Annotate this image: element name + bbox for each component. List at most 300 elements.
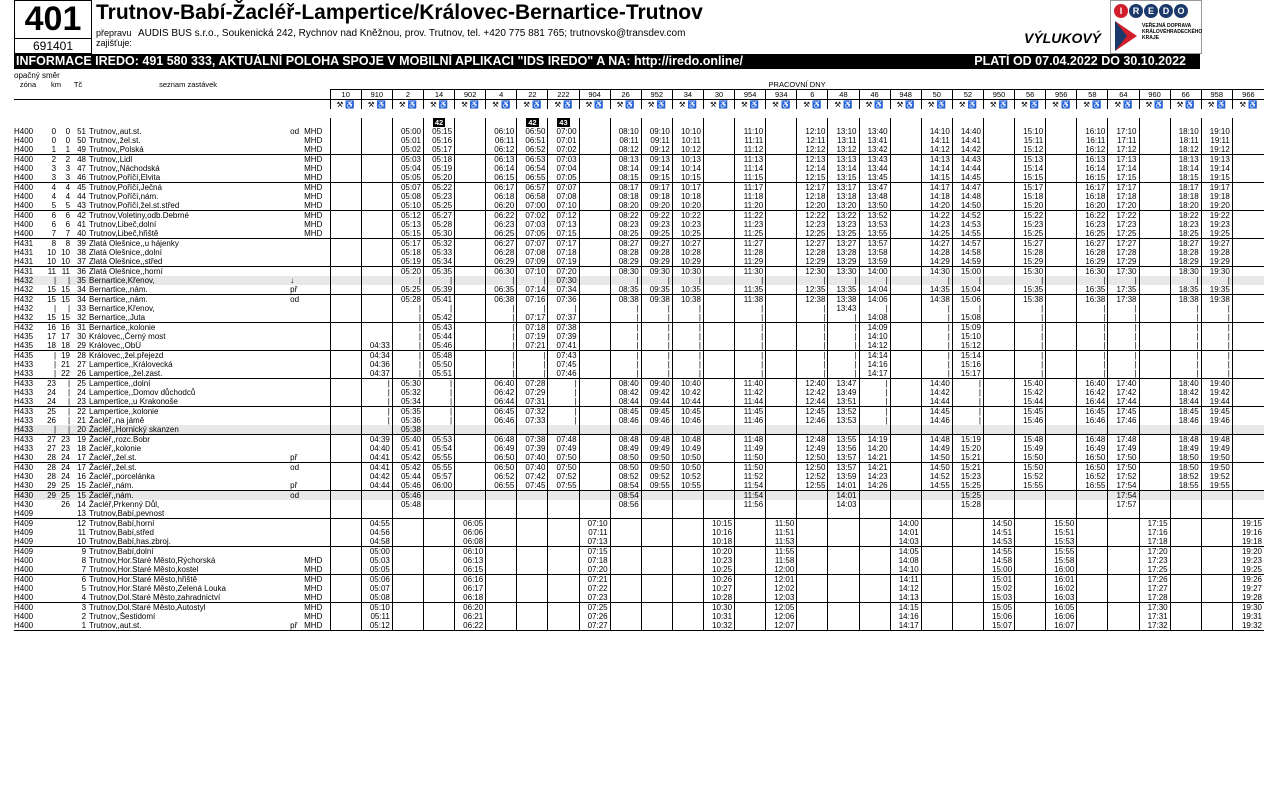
- km-cell: [56, 584, 70, 593]
- km-cell: [42, 528, 56, 537]
- departure-time: 17:54: [1108, 491, 1139, 501]
- timetable: [14, 80, 1264, 631]
- departure-time: 15:55: [1046, 547, 1077, 557]
- departure-time: 12:02: [766, 584, 797, 593]
- km-cell: 27: [47, 444, 57, 453]
- departure-time: 07:48: [548, 435, 579, 445]
- departure-time: [828, 547, 859, 557]
- departure-time: [1139, 276, 1170, 285]
- departure-time: |: [1201, 369, 1232, 379]
- km-cell: 7: [56, 229, 70, 239]
- departure-time: |: [1077, 332, 1108, 341]
- tc-cell: 1: [70, 621, 86, 631]
- departure-time: 09:15: [641, 173, 672, 183]
- departure-time: [797, 593, 828, 603]
- departure-time: 13:29: [828, 257, 859, 267]
- stop-name: Trutnov,Libeč,dolní: [89, 220, 157, 229]
- departure-time: 14:12: [921, 145, 952, 155]
- departure-time: 14:14: [859, 351, 890, 361]
- col-zone-header: zóna: [19, 80, 37, 90]
- departure-time: [797, 584, 828, 593]
- departure-time: [921, 537, 952, 547]
- departure-time: 17:27: [1108, 239, 1139, 249]
- departure-time: [766, 136, 797, 145]
- departure-time: 13:48: [859, 192, 890, 201]
- departure-time: 15:50: [1015, 453, 1046, 463]
- departure-time: [1015, 491, 1046, 501]
- departure-time: |: [423, 397, 454, 407]
- exception-label: VÝLUKOVÝ: [1024, 30, 1102, 46]
- departure-time: 07:00: [517, 201, 548, 211]
- zone-cell: H431: [14, 257, 42, 267]
- departure-time: [766, 173, 797, 183]
- km-cell: 6: [51, 220, 57, 229]
- departure-time: 17:17: [1108, 183, 1139, 193]
- departure-time: [1108, 575, 1139, 585]
- departure-time: [1170, 565, 1201, 575]
- departure-time: [983, 313, 1014, 323]
- departure-time: 12:30: [797, 267, 828, 277]
- departure-time: [486, 519, 517, 529]
- departure-time: 10:18: [703, 537, 734, 547]
- departure-time: 06:10: [486, 127, 517, 136]
- departure-time: 08:56: [610, 500, 641, 509]
- departure-time: 16:45: [1077, 407, 1108, 417]
- departure-time: |: [735, 360, 766, 369]
- departure-time: |: [1108, 313, 1139, 323]
- departure-time: |: [610, 332, 641, 341]
- departure-time: [330, 304, 361, 313]
- departure-time: [983, 509, 1014, 519]
- trip-number: 966: [1232, 90, 1264, 100]
- departure-time: 07:45: [548, 360, 579, 369]
- departure-time: [890, 407, 921, 417]
- departure-time: [859, 528, 890, 537]
- stop-name: Lampertice,,u Krakonoše: [86, 397, 290, 407]
- departure-time: 10:31: [703, 612, 734, 621]
- cell: [56, 118, 70, 127]
- departure-time: [797, 425, 828, 435]
- departure-time: [1139, 201, 1170, 211]
- departure-time: [952, 547, 983, 557]
- departure-time: [983, 341, 1014, 351]
- mhd-cell: [304, 276, 330, 285]
- departure-time: [1232, 491, 1264, 501]
- departure-time: |: [797, 304, 828, 313]
- departure-time: [455, 509, 486, 519]
- departure-time: [766, 239, 797, 249]
- departure-time: 16:27: [1077, 239, 1108, 249]
- departure-time: [361, 164, 392, 173]
- departure-time: 14:55: [983, 547, 1014, 557]
- tc-cell: 37: [70, 257, 86, 267]
- departure-time: [672, 584, 703, 593]
- departure-time: 09:18: [641, 192, 672, 201]
- departure-time: 07:49: [548, 444, 579, 453]
- departure-time: [579, 229, 610, 239]
- departure-time: [1015, 547, 1046, 557]
- departure-time: [579, 332, 610, 341]
- departure-time: [361, 332, 392, 341]
- departure-time: [579, 276, 610, 285]
- departure-time: [361, 201, 392, 211]
- departure-time: 15:28: [952, 500, 983, 509]
- trip-symbol-icon: ⚒ ♿: [735, 100, 766, 110]
- departure-time: [517, 509, 548, 519]
- departure-time: [703, 220, 734, 229]
- departure-time: [766, 425, 797, 435]
- line-number: 401: [24, 0, 82, 38]
- departure-time: 14:52: [952, 211, 983, 221]
- departure-time: 14:57: [952, 239, 983, 249]
- arrival-departure-flag: [290, 164, 304, 173]
- stop-name: Trutnov,Dol.Staré Město,Autostyl: [89, 603, 206, 612]
- departure-time: 13:38: [828, 295, 859, 305]
- stop-name: Královec,,ObÚ: [86, 341, 290, 351]
- departure-time: 05:19: [392, 257, 423, 267]
- departure-time: |: [797, 323, 828, 333]
- departure-time: [766, 192, 797, 201]
- zone-cell: H433: [14, 388, 34, 397]
- stop-name: Trutnov,Hor.Staré Město,kostel: [86, 565, 290, 575]
- departure-time: 05:46: [392, 481, 423, 491]
- departure-time: 06:10: [455, 547, 486, 557]
- departure-time: [361, 500, 392, 509]
- km-cell: 24: [47, 388, 57, 397]
- stop-row: [14, 584, 1264, 593]
- arrival-departure-flag: [290, 304, 304, 313]
- departure-time: [735, 528, 766, 537]
- trip-symbol-icon: ⚒ ♿: [548, 100, 579, 110]
- mhd-cell: [304, 481, 330, 491]
- departure-time: [828, 425, 859, 435]
- mhd-cell: MHD: [304, 565, 330, 575]
- departure-time: [486, 500, 517, 509]
- departure-time: 08:28: [610, 248, 641, 257]
- departure-time: 05:13: [392, 220, 423, 229]
- departure-time: [1139, 491, 1170, 501]
- departure-time: [797, 612, 828, 621]
- trip-symbol-icon: ⚒ ♿: [330, 100, 361, 110]
- departure-time: |: [1108, 360, 1139, 369]
- cell: [14, 118, 42, 127]
- departure-time: |: [735, 341, 766, 351]
- departure-time: [828, 575, 859, 585]
- arrival-departure-flag: [290, 575, 304, 585]
- departure-time: 17:18: [1139, 537, 1170, 547]
- departure-time: [1077, 612, 1108, 621]
- departure-time: 13:25: [828, 229, 859, 239]
- trip-symbol-icon: ⚒ ♿: [1108, 100, 1139, 110]
- departure-time: 16:42: [1077, 388, 1108, 397]
- departure-time: 14:00: [890, 519, 921, 529]
- km-cell: 4: [51, 192, 57, 201]
- departure-time: [641, 500, 672, 509]
- departure-time: 15:14: [952, 351, 983, 361]
- departure-time: 18:42: [1170, 388, 1201, 397]
- departure-time: 07:26: [579, 612, 610, 621]
- tc-cell: 35: [70, 276, 86, 285]
- departure-time: [517, 584, 548, 593]
- km-cell: [42, 612, 56, 621]
- mhd-cell: [304, 267, 330, 277]
- departure-time: [1108, 584, 1139, 593]
- departure-time: [983, 248, 1014, 257]
- departure-time: 09:23: [641, 220, 672, 229]
- stop-name: Trutnov,,Lidl: [89, 155, 133, 164]
- departure-time: 09:17: [641, 183, 672, 193]
- departure-time: 12:44: [797, 397, 828, 407]
- departure-time: [330, 211, 361, 221]
- departure-time: 14:21: [859, 453, 890, 463]
- departure-time: [641, 425, 672, 435]
- departure-time: 08:45: [610, 407, 641, 417]
- departure-time: [1139, 369, 1170, 379]
- km-cell: 24: [61, 472, 71, 481]
- departure-time: 14:27: [921, 239, 952, 249]
- departure-time: 07:23: [579, 593, 610, 603]
- departure-time: [517, 575, 548, 585]
- departure-time: [859, 603, 890, 613]
- stop-row: [14, 407, 1264, 417]
- departure-time: 14:17: [859, 369, 890, 379]
- departure-time: 07:38: [548, 323, 579, 333]
- departure-time: [1201, 509, 1232, 519]
- departure-time: [797, 603, 828, 613]
- departure-time: [952, 593, 983, 603]
- departure-time: [1015, 565, 1046, 575]
- departure-time: [766, 416, 797, 425]
- departure-time: 07:38: [517, 435, 548, 445]
- departure-time: [423, 621, 454, 631]
- departure-time: [548, 500, 579, 509]
- departure-time: 05:33: [423, 248, 454, 257]
- departure-time: |: [610, 276, 641, 285]
- departure-time: [330, 575, 361, 585]
- departure-time: 17:28: [1139, 593, 1170, 603]
- departure-time: [1108, 556, 1139, 565]
- zone-cell: H433: [14, 360, 34, 369]
- departure-time: 12:48: [797, 435, 828, 445]
- departure-time: [486, 621, 517, 631]
- cell: [42, 90, 56, 100]
- departure-time: [423, 565, 454, 575]
- departure-time: 13:47: [828, 379, 859, 389]
- departure-time: 13:45: [859, 173, 890, 183]
- trip-symbol-icon: ⚒ ♿: [890, 100, 921, 110]
- departure-time: [517, 603, 548, 613]
- km-cell: [42, 547, 56, 557]
- departure-time: 11:40: [735, 379, 766, 389]
- departure-time: [579, 463, 610, 473]
- departure-time: [1046, 388, 1077, 397]
- departure-time: 06:11: [486, 136, 517, 145]
- departure-time: 19:38: [1201, 295, 1232, 305]
- departure-time: [1077, 565, 1108, 575]
- departure-time: [1139, 304, 1170, 313]
- logo-letter: D: [1159, 4, 1173, 18]
- departure-time: 15:12: [1015, 145, 1046, 155]
- departure-time: [1046, 164, 1077, 173]
- departure-time: 17:31: [1139, 612, 1170, 621]
- departure-time: 10:50: [672, 453, 703, 463]
- departure-time: 14:46: [921, 416, 952, 425]
- departure-time: [859, 575, 890, 585]
- departure-time: 14:23: [921, 220, 952, 229]
- stop-row: [14, 416, 1264, 425]
- departure-time: [1077, 519, 1108, 529]
- departure-time: 12:12: [797, 145, 828, 155]
- departure-time: |: [1201, 332, 1232, 341]
- departure-time: 11:22: [735, 211, 766, 221]
- departure-time: [517, 528, 548, 537]
- departure-time: 19:18: [1232, 537, 1264, 547]
- departure-time: 05:02: [392, 145, 423, 155]
- departure-time: [828, 509, 859, 519]
- departure-time: [641, 603, 672, 613]
- departure-time: [1232, 351, 1264, 361]
- departure-time: [455, 379, 486, 389]
- departure-time: [703, 267, 734, 277]
- departure-time: 15:08: [952, 313, 983, 323]
- departure-time: |: [486, 351, 517, 361]
- departure-time: 07:02: [548, 145, 579, 155]
- km-cell: 23: [61, 444, 71, 453]
- departure-time: 07:03: [548, 155, 579, 165]
- departure-time: 05:19: [423, 164, 454, 173]
- departure-time: 10:44: [672, 397, 703, 407]
- stop-name: Lampertice,,Královecká: [89, 360, 173, 369]
- departure-time: 05:46: [392, 491, 423, 501]
- departure-time: 17:50: [1108, 463, 1139, 473]
- departure-time: 07:10: [517, 267, 548, 277]
- departure-time: 17:52: [1108, 472, 1139, 481]
- departure-time: [455, 481, 486, 491]
- departure-time: 10:10: [672, 127, 703, 136]
- departure-time: [952, 612, 983, 621]
- departure-time: |: [1015, 332, 1046, 341]
- departure-time: 12:46: [797, 416, 828, 425]
- departure-time: [1201, 575, 1232, 585]
- departure-time: [1232, 444, 1264, 453]
- departure-time: |: [1201, 313, 1232, 323]
- departure-time: 11:49: [735, 444, 766, 453]
- departure-time: 15:28: [1015, 248, 1046, 257]
- arrival-departure-flag: [290, 593, 304, 603]
- arrival-departure-flag: [290, 360, 304, 369]
- departure-time: 14:19: [859, 435, 890, 445]
- arrival-departure-flag: [290, 341, 304, 351]
- cell: [14, 109, 42, 118]
- mhd-cell: [304, 453, 330, 463]
- departure-time: 17:27: [1139, 584, 1170, 593]
- departure-time: 18:48: [1170, 435, 1201, 445]
- departure-time: 17:28: [1108, 248, 1139, 257]
- departure-time: [392, 537, 423, 547]
- departure-time: |: [1015, 323, 1046, 333]
- stop-name: Žacléř,,porcelánka: [89, 472, 155, 481]
- departure-time: [766, 323, 797, 333]
- arrival-departure-flag: [290, 145, 304, 155]
- departure-time: [735, 509, 766, 519]
- departure-time: 19:18: [1201, 192, 1232, 201]
- departure-time: 19:17: [1201, 183, 1232, 193]
- departure-time: |: [828, 276, 859, 285]
- trip-note: [828, 118, 859, 127]
- departure-time: 18:14: [1170, 164, 1201, 173]
- zone-cell: H431: [14, 267, 34, 276]
- departure-time: [703, 192, 734, 201]
- cell: [42, 100, 56, 110]
- departure-time: |: [1015, 369, 1046, 379]
- km-cell: [42, 575, 56, 585]
- departure-time: [921, 593, 952, 603]
- departure-time: [983, 444, 1014, 453]
- departure-time: [330, 332, 361, 341]
- mhd-cell: [304, 397, 330, 407]
- departure-time: 14:12: [859, 341, 890, 351]
- trip-number: 48: [828, 90, 859, 100]
- departure-time: 14:30: [921, 267, 952, 277]
- departure-time: 19:28: [1232, 593, 1264, 603]
- stop-row: [14, 136, 1264, 145]
- departure-time: [983, 276, 1014, 285]
- departure-time: [610, 528, 641, 537]
- departure-time: [486, 603, 517, 613]
- departure-time: [703, 276, 734, 285]
- departure-time: [517, 519, 548, 529]
- km-cell: 28: [42, 453, 56, 463]
- departure-time: 06:20: [455, 603, 486, 613]
- departure-time: [952, 575, 983, 585]
- departure-time: [1201, 603, 1232, 613]
- departure-time: [1232, 257, 1264, 267]
- departure-time: |: [610, 360, 641, 369]
- departure-time: [890, 463, 921, 473]
- departure-time: 06:06: [455, 528, 486, 537]
- departure-time: [859, 565, 890, 575]
- arrival-departure-flag: [290, 519, 304, 529]
- km-cell: |: [56, 397, 70, 407]
- departure-time: |: [423, 416, 454, 425]
- departure-time: 19:16: [1232, 528, 1264, 537]
- departure-time: [330, 229, 361, 239]
- zone-cell: H432: [14, 285, 42, 295]
- stop-row: [14, 537, 1264, 547]
- tc-cell: 7: [70, 565, 86, 575]
- departure-time: |: [641, 341, 672, 351]
- departure-time: 10:40: [672, 379, 703, 389]
- arrival-departure-flag: [290, 397, 304, 407]
- departure-time: [1015, 612, 1046, 621]
- departure-time: [1046, 360, 1077, 369]
- departure-time: [1170, 425, 1201, 435]
- departure-time: 12:49: [797, 444, 828, 453]
- departure-time: |: [486, 332, 517, 341]
- departure-time: [330, 192, 361, 201]
- departure-time: [423, 509, 454, 519]
- departure-time: |: [859, 407, 890, 417]
- departure-time: 17:18: [1108, 192, 1139, 201]
- departure-time: |: [1077, 369, 1108, 379]
- departure-time: 10:20: [703, 547, 734, 557]
- departure-time: 18:11: [1170, 136, 1201, 145]
- departure-time: 14:01: [890, 528, 921, 537]
- departure-time: [766, 332, 797, 341]
- departure-time: 15:23: [952, 472, 983, 481]
- departure-time: 15:14: [1015, 164, 1046, 173]
- departure-time: 13:17: [828, 183, 859, 193]
